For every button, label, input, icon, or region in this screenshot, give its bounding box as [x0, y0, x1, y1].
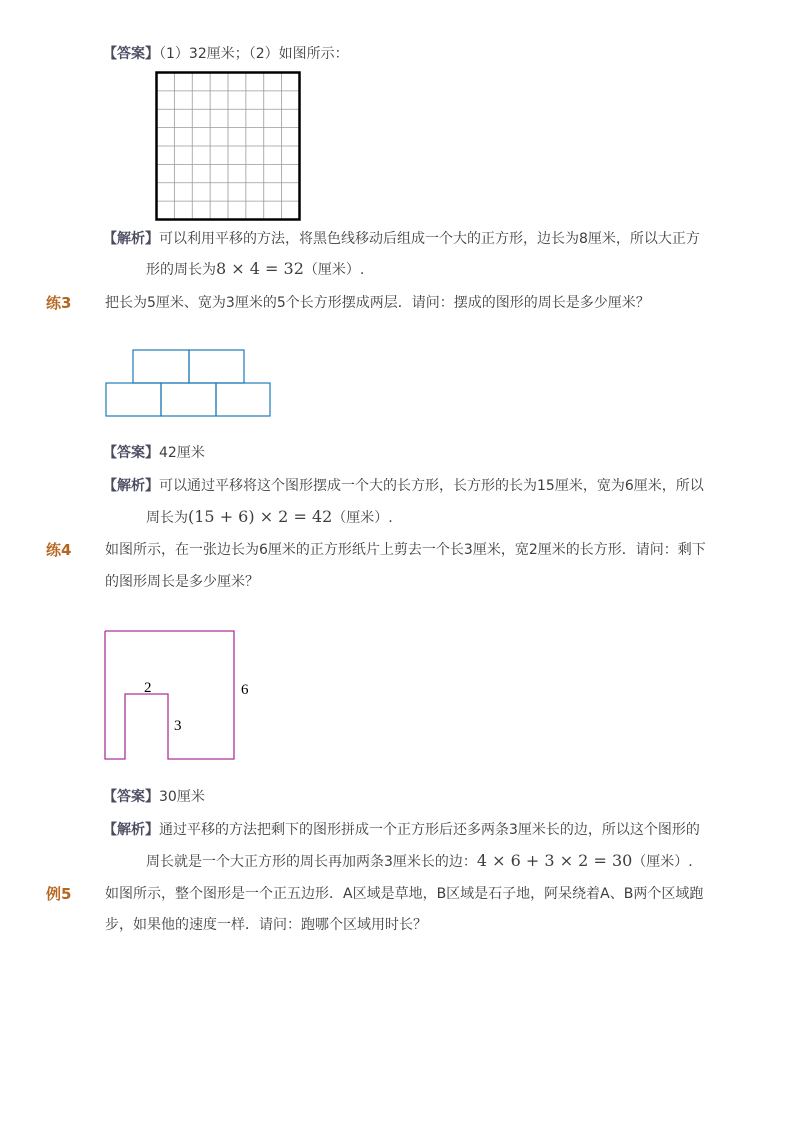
bottom-rect-3: [216, 383, 270, 416]
ex3-analysis-line-2: [146, 507, 393, 528]
cut-square-diagram: [102, 628, 262, 763]
answer-tag: 【答案】: [103, 445, 159, 461]
ex4-analysis-line-2: [146, 851, 693, 872]
answer-text: （1）32厘米；（2）如图所示：: [159, 46, 349, 62]
ex3-analysis-line-1: [103, 476, 704, 496]
ex3-answer-line: [103, 443, 205, 463]
ex4-answer-line: [103, 787, 205, 807]
analysis-post: （厘米）.: [303, 262, 365, 278]
exercise-label-3: 练3: [46, 294, 72, 312]
exercise-label-4: 练4: [46, 541, 72, 559]
label-side-6: 6: [241, 682, 249, 698]
analysis-tag: 【解析】: [103, 478, 159, 494]
bottom-rect-1: [106, 383, 161, 416]
ex4-question-line-2: 的图形周长是多少厘米？: [105, 574, 259, 590]
top-rect-2: [189, 350, 244, 383]
answer-text: 42厘米: [159, 445, 205, 461]
analysis-text: 通过平移的方法把剩下的图形拼成一个正方形后还多两条3厘米长的边，所以这个图形的: [159, 822, 700, 838]
answer-tag: 【答案】: [103, 46, 159, 62]
analysis-text: 可以通过平移将这个图形摆成一个大的长方形，长方形的长为15厘米，宽为6厘米，所以: [159, 478, 704, 494]
answer-tag: 【答案】: [103, 789, 159, 805]
bottom-rect-2: [161, 383, 216, 416]
ex4-question-line-1: 如图所示，在一张边长为6厘米的正方形纸片上剪去一个长3厘米，宽2厘米的长方形．请问：剩下: [105, 542, 706, 558]
analysis-pre: 周长就是一个大正方形的周长再加两条3厘米长的边：: [146, 854, 477, 870]
ex5-question-line-1: 如图所示，整个图形是一个正五边形．A区域是草地，B区域是石子地，阿呆绕着A、B两个区域跑: [105, 886, 704, 902]
analysis-math: 4 × 6 + 3 × 2 = 30: [476, 851, 633, 870]
analysis-math: 8 × 4 = 32: [216, 259, 304, 278]
answer-line: [103, 44, 349, 64]
rectangles-diagram: [104, 349, 274, 419]
ex5-question-line-2: 步，如果他的速度一样．请问：跑哪个区域用时长？: [105, 917, 427, 933]
label-top-2: 2: [144, 680, 152, 696]
label-inner-3: 3: [174, 718, 182, 734]
ex3-question: 把长为5厘米、宽为3厘米的5个长方形摆成两层．请问：摆成的图形的周长是多少厘米？: [105, 295, 650, 311]
analysis-tag: 【解析】: [103, 822, 159, 838]
top-rect-1: [133, 350, 189, 383]
analysis-tag: 【解析】: [103, 231, 159, 247]
analysis-line-1: [103, 229, 700, 249]
analysis-post: （厘米）.: [332, 510, 393, 526]
analysis-text: 可以利用平移的方法，将黑色线移动后组成一个大的正方形，边长为8厘米，所以大正方: [159, 231, 700, 247]
example-label-5: 例5: [46, 885, 72, 903]
ex4-analysis-line-1: [103, 820, 700, 840]
cut-square-outline: [105, 631, 234, 759]
analysis-math: (15 + 6) × 2 = 42: [188, 507, 333, 526]
analysis-line-2: [146, 259, 364, 280]
analysis-pre: 形的周长为: [146, 262, 216, 278]
grid-diagram: [155, 71, 301, 221]
analysis-post: （厘米）.: [632, 854, 693, 870]
answer-text: 30厘米: [159, 789, 205, 805]
analysis-pre: 周长为: [146, 510, 188, 526]
